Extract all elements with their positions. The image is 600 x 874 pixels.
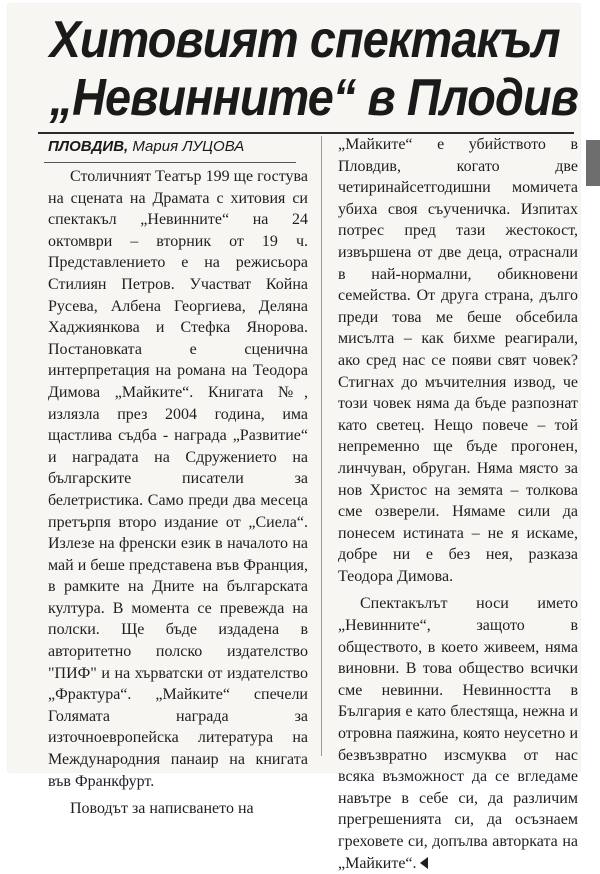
headline-line-1: Хитовият спектакъл: [49, 11, 560, 69]
byline-rule: [44, 162, 296, 163]
paragraph: Поводът за написването на: [70, 800, 254, 818]
byline: [48, 138, 244, 155]
article-column-left: [48, 166, 308, 820]
paragraph: „Майките“ е убийството в Пловдив, когато две четиринайсетгодишни момичета убиха своя съученичка. Изпитах потрес пред тази жестокост, извършена от две деца, отраснали в най-нормални, обикновени семейства. От друга страна, дълго преди това ме беше обсебила мисълта – как бихме реагирали, ако сред нас се появи свят човек? Стигнах до мъчителния извод, че този човек няма да бъде разпознат като светец. Нещо повече – той непременно ще бъде прогонен, линчуван, обруган. Няма място за нов Христос на земята – толкова сме озверели. Нямаме сили да понесем истината – не я искаме, добре ни е без нея, разказа Теодора Димова.: [338, 136, 578, 585]
paragraph: [338, 593, 578, 874]
byline-place: ПЛОВДИВ,: [48, 138, 129, 155]
article-column-right: [338, 134, 578, 874]
headline-line-2: „Невинните“ в Плодив: [49, 69, 579, 127]
paragraph-text: Спектакълът носи името „Невинните“, защото в обществото, в което живеем, няма виновни. В това общество всички сме невинни. Невинността в България е като блестяща, нежна и отровна паяжина, която неусетно и безвъзвратно изсмуква от нас всяка възможност да се вгледаме навътре в себе си, да различим прегрешенията си, да осъзнаем греховете си, допълва авторката на „Майките“.: [338, 595, 578, 872]
byline-author: Мария ЛУЦОВА: [132, 138, 245, 155]
scan-edge-shadow: [586, 140, 600, 186]
newspaper-clipping: [8, 4, 580, 872]
column-divider: [321, 136, 322, 756]
end-of-article-icon: [420, 857, 428, 869]
paragraph: Столичният Театър 199 ще гостува на сцената на Драмата с хитовия си спектакъл „Невинните“ на 24 октомври – вторник от 19 ч. Представлението е на режисьора Стилиян Петров. Участват Койна Русева, Албена Георгиева, Деляна Хаджиянкова и Стефка Янорова. Постановката е сценична интерпретация на романа на Теодора Димова „Майките“. Книгата №, излязла през 2004 година, има щастлива съдба - награда „Развитие“ и наградата на Сдружението на българските писатели за белетристика. Само преди два месеца претърпя второ издание от „Сиела“. Излезе на френски език в началото на май и беше представена във Франция, в рамките на Дните на българската култура. В момента се превежда на полски. Ще бъде издадена в авторитетно полско издателство "ПИФ" и на хърватски от издателство „Фрактура“. „Майките“ спечели Голямата награда за източноевропейска литература на Международния панаир на книгата във Франкфурт.: [48, 168, 308, 790]
